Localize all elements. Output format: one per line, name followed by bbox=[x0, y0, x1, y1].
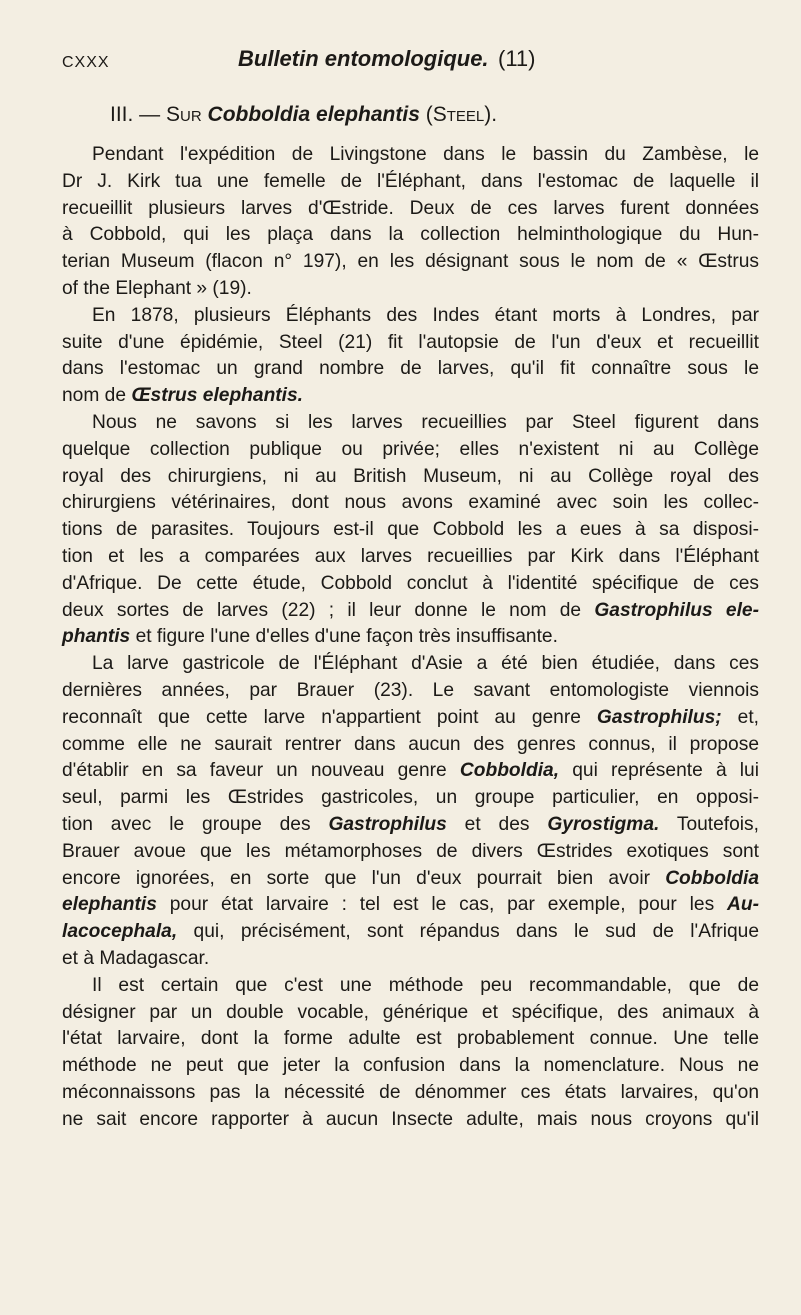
italic-term: elephantis bbox=[62, 894, 157, 916]
text-run: Toutefois, bbox=[659, 813, 759, 835]
header-numeral: CXXX bbox=[62, 54, 110, 71]
text-line bbox=[62, 598, 759, 625]
italic-term: Œstrus elephantis. bbox=[131, 385, 304, 407]
text-run: et, bbox=[721, 706, 759, 728]
text-run: tions de parasites. Toujours est-il que Cobbold les a eues à sa disposi- bbox=[62, 519, 759, 541]
text-line bbox=[62, 839, 759, 866]
text-line bbox=[62, 142, 759, 169]
text-run: tion et les a comparées aux larves recueillies par Kirk dans l'Éléphant bbox=[62, 545, 759, 567]
text-line bbox=[62, 544, 759, 571]
text-line bbox=[62, 571, 759, 598]
text-run: qui, précisément, sont répandus dans le sud de l'Afrique bbox=[177, 921, 759, 943]
text-run: Il est certain que c'est une méthode peu recommandable, que de bbox=[92, 974, 759, 996]
text-run: à Cobbold, qui les plaça dans la collection helminthologique du Hun- bbox=[62, 224, 759, 246]
text-run: seul, parmi les Œstrides gastricoles, un groupe particulier, en opposi- bbox=[62, 787, 759, 809]
text-line bbox=[62, 249, 759, 276]
italic-term: lacocephala, bbox=[62, 921, 178, 943]
text-run: méthode ne peut que jeter la confusion dans la nomenclature. Nous ne bbox=[62, 1055, 759, 1077]
text-line bbox=[62, 866, 759, 893]
text-line bbox=[62, 276, 759, 303]
body-text bbox=[62, 142, 759, 1133]
text-line bbox=[62, 678, 759, 705]
italic-term: Au- bbox=[727, 894, 759, 916]
italic-term: Cobboldia, bbox=[459, 760, 560, 782]
text-run: deux sortes de larves (22) ; il leur donne le nom de bbox=[62, 599, 595, 621]
text-run: l'état larvaire, dont la forme adulte est probablement connue. Une telle bbox=[62, 1028, 759, 1050]
text-run: et figure l'une d'elles d'une façon très insuffisante. bbox=[130, 626, 558, 648]
section-title bbox=[110, 103, 750, 127]
text-line bbox=[62, 758, 759, 785]
text-run: Dr J. Kirk tua une femelle de l'Éléphant, dans l'estomac de laquelle il bbox=[62, 170, 759, 192]
title-sur: Sur bbox=[166, 103, 202, 126]
text-run: d'établir en sa faveur un nouveau genre bbox=[62, 760, 460, 782]
text-line bbox=[62, 383, 759, 410]
text-line bbox=[62, 973, 759, 1000]
text-line bbox=[62, 651, 759, 678]
header-journal-title: Bulletin entomologique. bbox=[238, 46, 489, 71]
text-run: désigner par un double vocable, générique et spécifique, des animaux à bbox=[62, 1001, 759, 1023]
running-header bbox=[0, 46, 801, 76]
text-run: chirurgiens vétérinaires, dont nous avons examiné avec soin les collec- bbox=[62, 492, 759, 514]
text-run: suite d'une épidémie, Steel (21) fit l'autopsie de l'un d'eux et recueillit bbox=[62, 331, 759, 353]
text-line bbox=[62, 892, 759, 919]
text-run: méconnaissons pas la nécessité de dénommer ces états larvaires, qu'on bbox=[62, 1081, 759, 1103]
text-run: recueillit plusieurs larves d'Œstride. Deux de ces larves furent données bbox=[62, 197, 759, 219]
text-run: d'Afrique. De cette étude, Cobbold conclut à l'identité spécifique de ces bbox=[62, 572, 759, 594]
text-line bbox=[62, 1000, 759, 1027]
header-page-ref: (11) bbox=[498, 46, 536, 71]
text-line bbox=[62, 437, 759, 464]
text-line bbox=[62, 410, 759, 437]
text-run: dans l'estomac un grand nombre de larves, qu'il fit connaître sous le bbox=[62, 358, 759, 380]
text-line bbox=[62, 517, 759, 544]
text-line bbox=[62, 732, 759, 759]
text-run: of the Elephant » (19). bbox=[62, 277, 252, 299]
text-line bbox=[62, 196, 759, 223]
text-line bbox=[62, 705, 759, 732]
italic-term: phantis bbox=[62, 626, 131, 648]
text-line bbox=[62, 1053, 759, 1080]
text-run: quelque collection publique ou privée; elles n'existent ni au Collège bbox=[62, 438, 759, 460]
text-line bbox=[62, 919, 759, 946]
text-line bbox=[62, 330, 759, 357]
italic-term: Gastrophilus ele- bbox=[594, 599, 759, 621]
italic-term: Gastrophilus bbox=[328, 813, 447, 835]
text-run: pour état larvaire : tel est le cas, par exemple, pour les bbox=[156, 894, 728, 916]
text-line bbox=[62, 812, 759, 839]
text-run: encore ignorées, en sorte que l'un d'eux pourrait bien avoir bbox=[62, 867, 666, 889]
text-line bbox=[62, 785, 759, 812]
title-prefix: III. — bbox=[110, 103, 167, 126]
text-line bbox=[62, 303, 759, 330]
text-run: et des bbox=[446, 813, 548, 835]
text-run: En 1878, plusieurs Éléphants des Indes étant morts à Londres, par bbox=[92, 304, 759, 326]
text-line bbox=[62, 356, 759, 383]
title-species: Cobboldia elephantis bbox=[207, 103, 420, 126]
text-run: tion avec le groupe des bbox=[62, 813, 329, 835]
text-run: Brauer avoue que les métamorphoses de divers Œstrides exotiques sont bbox=[62, 840, 759, 862]
text-run: reconnaît que cette larve n'appartient point au genre bbox=[62, 706, 597, 728]
text-line bbox=[62, 490, 759, 517]
text-run: et à Madagascar. bbox=[62, 947, 210, 969]
text-run: Nous ne savons si les larves recueillies par Steel figurent dans bbox=[92, 411, 759, 433]
text-run: dernières années, par Brauer (23). Le savant entomologiste viennois bbox=[62, 679, 759, 701]
text-run: nom de bbox=[62, 385, 132, 407]
text-line bbox=[62, 624, 759, 651]
text-run: royal des chirurgiens, ni au British Museum, ni au Collège royal des bbox=[62, 465, 759, 487]
text-line bbox=[62, 1026, 759, 1053]
text-run: qui représente à lui bbox=[559, 760, 759, 782]
italic-term: Gyrostigma. bbox=[547, 813, 660, 835]
text-run: terian Museum (flacon n° 197), en les désignant sous le nom de « Œstrus bbox=[62, 251, 759, 273]
text-run: comme elle ne saurait rentrer dans aucun des genres connus, il propose bbox=[62, 733, 759, 755]
text-line bbox=[62, 222, 759, 249]
text-line bbox=[62, 1107, 759, 1134]
text-run: ne sait encore rapporter à aucun Insecte adulte, mais nous croyons qu'il bbox=[62, 1108, 759, 1130]
text-line bbox=[62, 169, 759, 196]
text-line bbox=[62, 464, 759, 491]
title-author: (Steel). bbox=[425, 103, 498, 126]
text-run: Pendant l'expédition de Livingstone dans le bassin du Zambèse, le bbox=[92, 144, 759, 165]
italic-term: Cobboldia bbox=[665, 867, 759, 889]
text-line bbox=[62, 946, 759, 973]
italic-term: Gastrophilus; bbox=[596, 706, 722, 728]
text-run: La larve gastricole de l'Éléphant d'Asie a été bien étudiée, dans ces bbox=[92, 653, 759, 675]
text-line bbox=[62, 1080, 759, 1107]
